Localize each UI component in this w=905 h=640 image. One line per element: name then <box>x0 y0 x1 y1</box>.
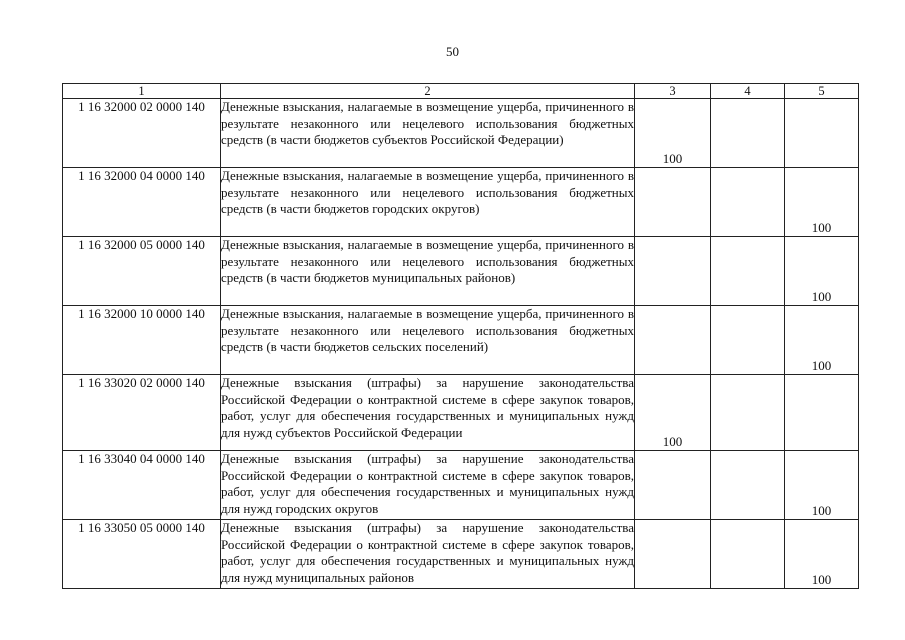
column-header-3: 3 <box>635 84 711 99</box>
table-row <box>63 375 859 451</box>
row-col3-value <box>635 451 711 520</box>
table-row <box>63 237 859 306</box>
column-number-header-row <box>63 84 859 99</box>
row-col3-value: 100 <box>635 99 711 168</box>
row-col5-value: 100 <box>785 451 859 520</box>
row-code: 1 16 33040 04 0000 140 <box>63 451 221 520</box>
row-col4-value <box>711 375 785 451</box>
row-description: Денежные взыскания, налагаемые в возмещение ущерба, причиненного в результате незаконного или нецелевого использования бюджетных средств (в части бюджетов городских округов) <box>221 168 635 237</box>
row-code: 1 16 32000 10 0000 140 <box>63 306 221 375</box>
row-description: Денежные взыскания, налагаемые в возмещение ущерба, причиненного в результате незаконного или нецелевого использования бюджетных средств (в части бюджетов субъектов Российской Федерации) <box>221 99 635 168</box>
column-header-2: 2 <box>221 84 635 99</box>
row-code: 1 16 32000 05 0000 140 <box>63 237 221 306</box>
row-col4-value <box>711 451 785 520</box>
row-col3-value: 100 <box>635 375 711 451</box>
row-col5-value: 100 <box>785 168 859 237</box>
table-row <box>63 306 859 375</box>
row-description: Денежные взыскания, налагаемые в возмещение ущерба, причиненного в результате незаконного или нецелевого использования бюджетных средств (в части бюджетов муниципальных районов) <box>221 237 635 306</box>
row-code: 1 16 33050 05 0000 140 <box>63 520 221 589</box>
page-number: 50 <box>446 44 459 59</box>
row-col5-value: 100 <box>785 306 859 375</box>
budget-classification-table <box>62 83 859 589</box>
row-code: 1 16 32000 02 0000 140 <box>63 99 221 168</box>
row-code: 1 16 33020 02 0000 140 <box>63 375 221 451</box>
row-col5-value: 100 <box>785 237 859 306</box>
row-code: 1 16 32000 04 0000 140 <box>63 168 221 237</box>
row-col3-value <box>635 168 711 237</box>
row-description: Денежные взыскания, налагаемые в возмещение ущерба, причиненного в результате незаконного или нецелевого использования бюджетных средств (в части бюджетов сельских поселений) <box>221 306 635 375</box>
row-col4-value <box>711 306 785 375</box>
row-col4-value <box>711 99 785 168</box>
column-header-1: 1 <box>63 84 221 99</box>
row-col5-value: 100 <box>785 520 859 589</box>
row-description: Денежные взыскания (штрафы) за нарушение законодательства Российской Федерации о контрактной системе в сфере закупок товаров, работ, услуг для обеспечения государственных и муниципальных нужд для нужд городских округов <box>221 451 635 520</box>
column-header-4: 4 <box>711 84 785 99</box>
row-col4-value <box>711 237 785 306</box>
column-header-5: 5 <box>785 84 859 99</box>
row-description: Денежные взыскания (штрафы) за нарушение законодательства Российской Федерации о контрактной системе в сфере закупок товаров, работ, услуг для обеспечения государственных и муниципальных нужд для нужд муниципальных районов <box>221 520 635 589</box>
table-row <box>63 168 859 237</box>
row-col3-value <box>635 306 711 375</box>
table-row <box>63 451 859 520</box>
row-col4-value <box>711 168 785 237</box>
row-description: Денежные взыскания (штрафы) за нарушение законодательства Российской Федерации о контрактной системе в сфере закупок товаров, работ, услуг для обеспечения государственных и муниципальных нужд для нужд субъектов Российской Федерации <box>221 375 635 451</box>
row-col3-value <box>635 520 711 589</box>
row-col4-value <box>711 520 785 589</box>
row-col5-value <box>785 99 859 168</box>
table-row <box>63 520 859 589</box>
row-col5-value <box>785 375 859 451</box>
table-row <box>63 99 859 168</box>
row-col3-value <box>635 237 711 306</box>
